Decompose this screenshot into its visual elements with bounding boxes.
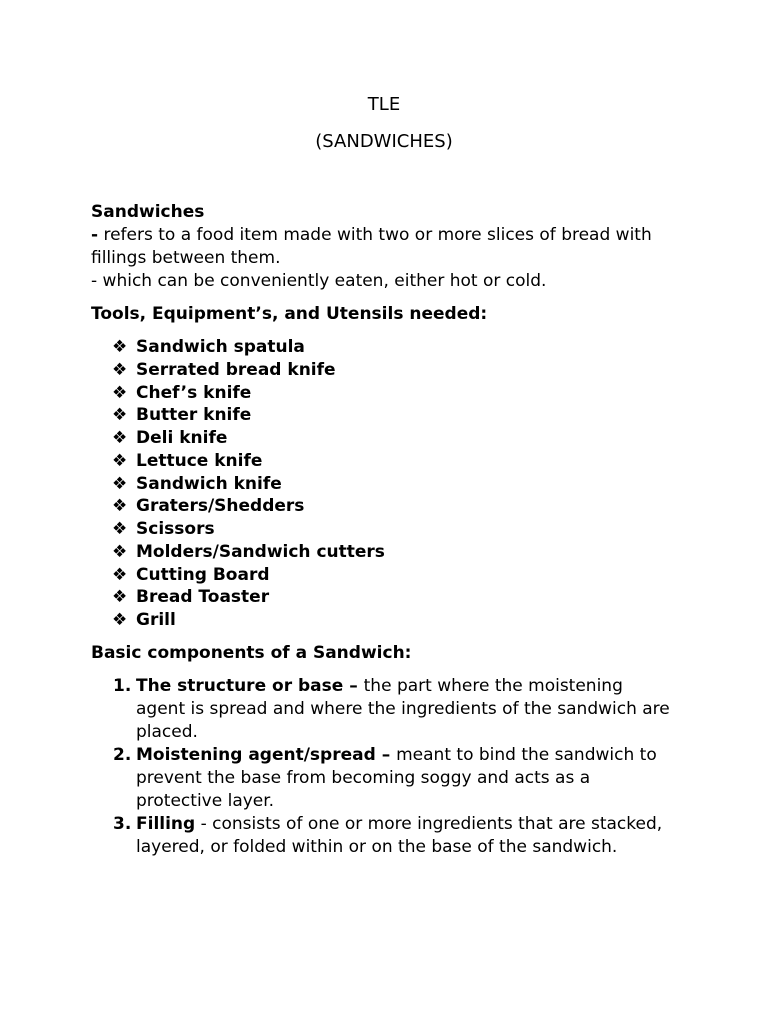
tool-item-label: Molders/Sandwich cutters (136, 541, 385, 562)
component-separator: – (343, 675, 364, 696)
document-body (91, 201, 691, 859)
tool-item (112, 541, 691, 564)
diamond-bullet-icon: ❖ (112, 473, 128, 494)
tools-heading: Tools, Equipment’s, and Utensils needed: (91, 304, 488, 324)
tool-item (112, 382, 691, 405)
tool-item (112, 609, 691, 632)
diamond-bullet-icon: ❖ (112, 541, 128, 562)
component-number: 1. (113, 675, 132, 696)
component-number: 2. (113, 744, 132, 765)
tool-item-label: Butter knife (136, 405, 252, 426)
tool-item (112, 564, 691, 587)
component-description: consists of one or more ingredients that are stacked, layered, or folded within or on the base of the sandwich. (136, 813, 663, 857)
tool-item-label: Scissors (136, 519, 215, 539)
component-number: 3. (113, 813, 132, 834)
tool-item (112, 518, 691, 541)
diamond-bullet-icon: ❖ (112, 519, 128, 539)
component-description: the part where the moistening agent is spread and where the ingredients of the sandwich are placed. (136, 675, 670, 742)
components-list (91, 675, 691, 859)
tool-item-label: Graters/Shedders (136, 496, 305, 517)
tool-item (112, 450, 691, 473)
diamond-bullet-icon: ❖ (112, 496, 128, 517)
diamond-bullet-icon: ❖ (112, 564, 128, 585)
definition-dash: - (91, 225, 99, 245)
tool-item (112, 586, 691, 609)
tool-item-label: Serrated bread knife (136, 359, 336, 380)
tool-item (112, 404, 691, 427)
diamond-bullet-icon: ❖ (112, 610, 128, 630)
component-description: meant to bind the sandwich to prevent the base from becoming soggy and acts as a protective layer. (136, 744, 657, 811)
component-item (91, 813, 676, 859)
components-heading: Basic components of a Sandwich: (91, 642, 412, 663)
diamond-bullet-icon: ❖ (112, 405, 128, 426)
definition-line-2: - which can be conveniently eaten, either hot or cold. (91, 271, 547, 291)
component-term: The structure or base (136, 675, 344, 696)
diamond-bullet-icon: ❖ (112, 428, 128, 448)
component-term: Filling (136, 813, 196, 834)
tool-item (112, 359, 691, 382)
component-separator: - (195, 813, 213, 834)
tool-item-label: Grill (136, 610, 176, 630)
component-item (91, 744, 676, 813)
tool-item-label: Deli knife (136, 428, 228, 448)
diamond-bullet-icon: ❖ (112, 382, 128, 403)
component-item (91, 675, 676, 744)
component-separator: – (375, 744, 397, 765)
tool-item-label: Lettuce knife (136, 450, 263, 471)
tool-item-label: Bread Toaster (136, 587, 270, 608)
tools-list (91, 336, 691, 632)
tool-item (112, 495, 691, 518)
tool-item-label: Sandwich knife (136, 473, 282, 494)
tool-item (112, 473, 691, 496)
tool-item (112, 427, 691, 450)
diamond-bullet-icon: ❖ (112, 359, 128, 380)
page-title: TLE (367, 94, 401, 115)
definition-text-1: refers to a food item made with two or more slices of bread with fillings between them. (91, 225, 652, 268)
page-subtitle: (SANDWICHES) (315, 131, 453, 152)
tool-item-label: Sandwich spatula (136, 337, 305, 357)
component-term: Moistening agent/spread (136, 744, 376, 765)
diamond-bullet-icon: ❖ (112, 587, 128, 608)
diamond-bullet-icon: ❖ (112, 337, 128, 357)
tool-item-label: Cutting Board (136, 564, 270, 585)
tool-item-label: Chef’s knife (136, 382, 252, 403)
definition-line-1 (91, 224, 691, 270)
diamond-bullet-icon: ❖ (112, 450, 128, 471)
tool-item (112, 336, 691, 359)
definition-heading: Sandwiches (91, 202, 205, 222)
